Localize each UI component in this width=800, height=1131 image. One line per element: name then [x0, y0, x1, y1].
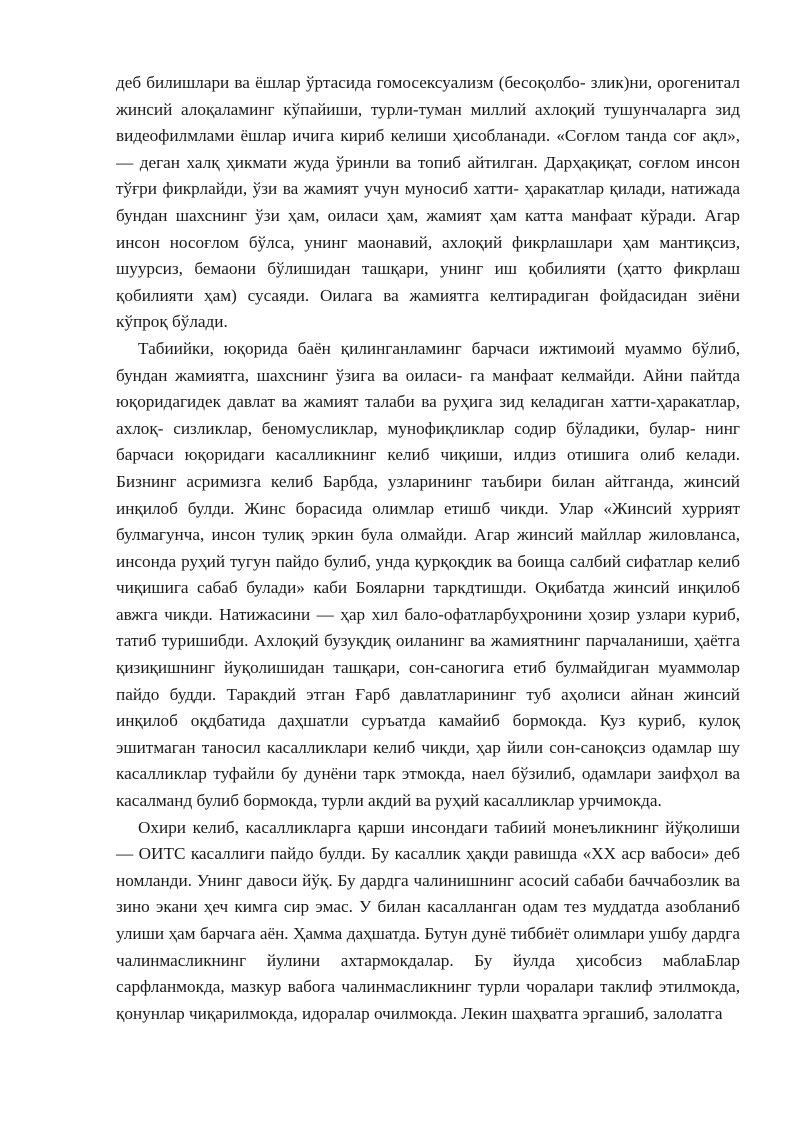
paragraph-3: Охири келиб, касалликларга қарши инсондаги табиий монеъликнинг йўқолиши — ОИТС касаллиги пайдо булди. Бу касаллик ҳақди равишда «XX аср вабоси» деб номланди. Унинг давоси йўқ. Бу дардга чалинишнинг асосий сабаби баччабозлик ва зино экани ҳеч кимга сир эмас. У билан касалланган одам тез муддатда азобланиб улиши ҳам барчага аён. Ҳамма даҳшатда. Бутун дунё тиббиёт олимлари ушбу дардга чалинмасликнинг йулини ахтармокдалар. Бу йулда ҳисобсиз маблаБлар сарфланмокда, мазкур вабога чалинмасликнинг турли чоралари таклиф этилмокда, қонунлар чиқарилмокда, идоралар очилмокда. Лекин шаҳватга эргашиб, залолатга [116, 817, 740, 1023]
paragraph-1: деб билишлари ва ёшлар ўртасида гомосексуализм (бесоқолбо- злик)ни, орогенитал жинсий алоқаламинг кўпайиши, турли-туман миллий ахлоқий тушунчаларга зид видеофилмлами ёшлар ичига кириб келиши ҳисобланади. «Соғлом танда соғ ақл», — деган халқ ҳикмати жуда ўринли ва топиб айтилган. Дарҳақиқат, соғлом инсон тўғри фикрлайди, ўзи ва жамият учун муносиб хатти- ҳаракатлар қилади, натижада бундан шахснинг ўзи ҳам, оиласи ҳам, жамият ҳам катта манфаат кўради. Агар инсон носоғлом бўлса, унинг маонавий, ахлоқий фикрлашлари ҳам мантиқсиз, шуурсиз, бемаони бўлишидан ташқари, унинг иш қобилияти (ҳатто фикрлаш қобилияти ҳам) сусаяди. Оилага ва жамиятга келтирадиган фойдасидан зиёни кўпроқ бўлади. [116, 73, 740, 332]
document-page [116, 70, 740, 1027]
paragraph-2: Табиийки, юқорида баён қилинганламинг барчаси ижтимоий муаммо бўлиб, бундан жамиятга, шахснинг ўзига ва оиласи- га манфаат келмайди. Айни пайтда юқоридагидек давлат ва жамият талаби ва руҳига зид келадиган хатти-ҳаракатлар, ахлоқ- сизликлар, беномусликлар, мунофиқликлар содир бўладики, булар- нинг барчаси юқоридаги касалликнинг келиб чиқиши, илдиз отишига олиб келади. Бизнинг асримизга келиб Барбда, узларининг таъбири билан айтганда, жинсий инқилоб булди. Жинс борасида олимлар етишб чикди. Улар «Жинсий хуррият булмагунча, инсон тулиқ эркин була олмайди. Агар жинсий майллар жиловланса, инсонда руҳий тугун пайдо булиб, унда қурқоқдик ва боища салбий сифатлар келиб чиқишига сабаб булади» каби Бояларни таркдтишди. Оқибатда жинсий инқилоб авжга чикди. Натижасини — ҳар хил бало-офатларбуҳронини ҳозир узлари куриб, татиб туришибди. Ахлоқий бузуқдиқ оиланинг ва жамиятнинг парчаланиши, ҳаётга қизиқишнинг йуқолишидан ташқари, сон-саногига етиб булмайдиган муаммолар пайдо будди. Таракдий этган Ғарб давлатларининг туб аҳолиси айнан жинсий инқилоб оқдбатида даҳшатли суръатда камайиб бормокда. Куз куриб, кулоқ эшитмаган таносил касалликлари келиб чикди, ҳар йили сон-саноқсиз одамлар шу касалликлар туфайли бу дунёни тарк этмокда, наел бўзилиб, одамлари заифҳол ва касалманд булиб бормокда, турли акдий ва руҳий касалликлар урчимокда. [116, 338, 740, 811]
